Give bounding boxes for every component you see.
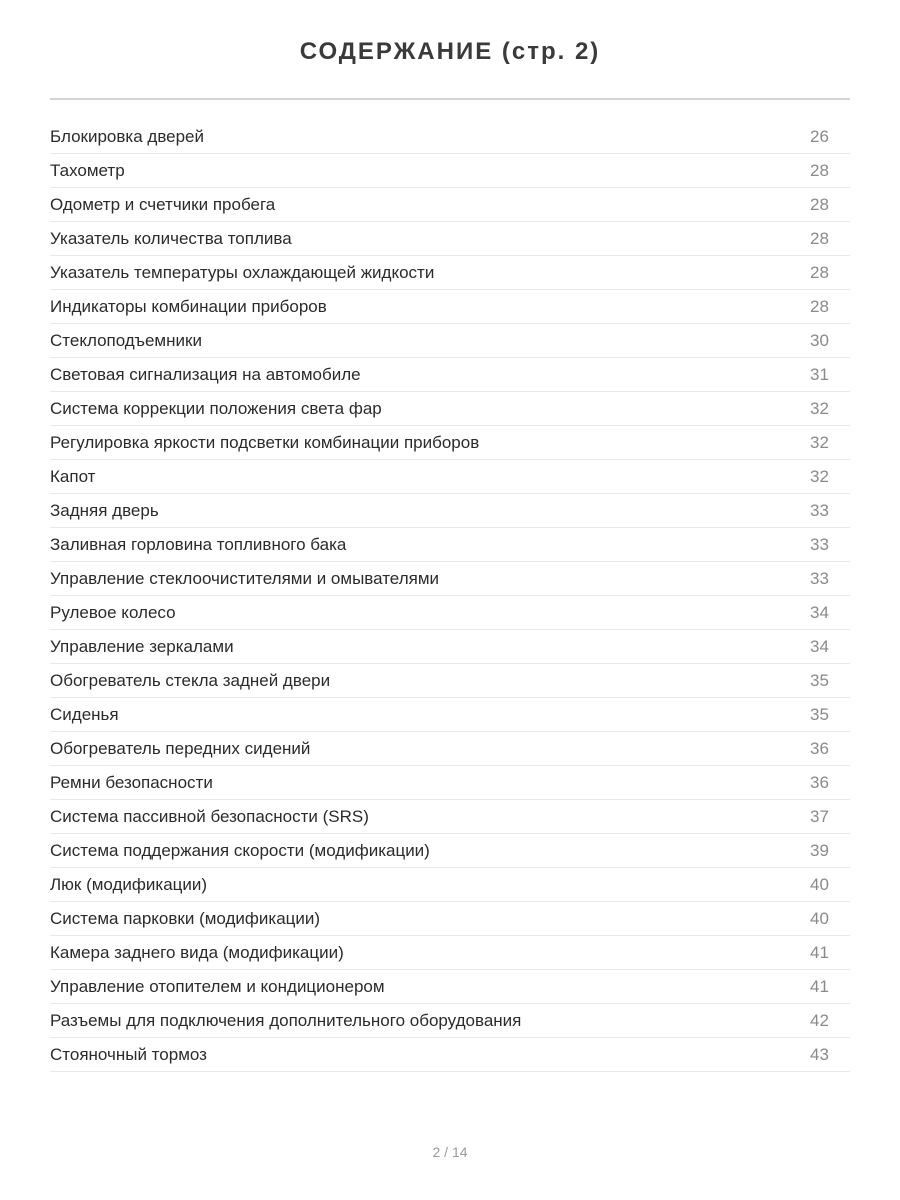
toc-entry-label: Задняя дверь <box>50 500 159 520</box>
title-divider <box>50 98 850 100</box>
toc-entry[interactable] <box>50 562 850 596</box>
toc-entry[interactable] <box>50 324 850 358</box>
toc-entry-label: Люк (модификации) <box>50 874 208 894</box>
toc-entry[interactable] <box>50 154 850 188</box>
toc-entry[interactable] <box>50 698 850 732</box>
toc-entry-label: Стояночный тормоз <box>50 1044 207 1064</box>
toc-entry-page-number: 28 <box>810 296 829 316</box>
toc-entry-label: Система поддержания скорости (модификации) <box>50 840 430 860</box>
toc-entry-page-number: 31 <box>810 364 829 384</box>
toc-entry[interactable] <box>50 188 850 222</box>
toc-entry[interactable] <box>50 120 850 154</box>
toc-entry[interactable] <box>50 970 850 1004</box>
toc-entry[interactable] <box>50 766 850 800</box>
toc-entry-page-number: 37 <box>810 806 829 826</box>
toc-entry-label: Капот <box>50 466 96 486</box>
toc-entry[interactable] <box>50 460 850 494</box>
toc-entry[interactable] <box>50 256 850 290</box>
toc-entry-label: Тахометр <box>50 160 125 180</box>
toc-entry[interactable] <box>50 630 850 664</box>
toc-entry[interactable] <box>50 834 850 868</box>
toc-entry-page-number: 39 <box>810 840 829 860</box>
toc-entry[interactable] <box>50 426 850 460</box>
toc-entry-label: Указатель количества топлива <box>50 228 292 248</box>
toc-entry-label: Разъемы для подключения дополнительного оборудования <box>50 1010 522 1030</box>
toc-entry-label: Управление зеркалами <box>50 636 234 656</box>
toc-entry-page-number: 35 <box>810 704 829 724</box>
toc-entry-label: Сиденья <box>50 704 119 724</box>
toc-entry[interactable] <box>50 732 850 766</box>
toc-entry[interactable] <box>50 222 850 256</box>
toc-entry[interactable] <box>50 392 850 426</box>
toc-entry-page-number: 42 <box>810 1010 829 1030</box>
toc-entry-page-number: 28 <box>810 160 829 180</box>
toc-entry-label: Обогреватель стекла задней двери <box>50 670 331 690</box>
toc-entry[interactable] <box>50 528 850 562</box>
toc-entry-label: Система пассивной безопасности (SRS) <box>50 806 369 826</box>
toc-entry-label: Стеклоподъемники <box>50 330 202 350</box>
toc-entry[interactable] <box>50 902 850 936</box>
page-indicator: 2 / 14 <box>432 1144 468 1160</box>
toc-entry[interactable] <box>50 664 850 698</box>
toc-entry-label: Указатель температуры охлаждающей жидкости <box>50 262 435 282</box>
toc-entry-label: Управление отопителем и кондиционером <box>50 976 385 996</box>
toc-entry-page-number: 40 <box>810 874 829 894</box>
toc-entry-label: Блокировка дверей <box>50 126 205 146</box>
toc-entry[interactable] <box>50 868 850 902</box>
toc-entry-page-number: 32 <box>810 432 829 452</box>
toc-entry[interactable] <box>50 936 850 970</box>
toc-entry-page-number: 41 <box>810 942 829 962</box>
toc-entry-page-number: 33 <box>810 534 829 554</box>
toc-entry-label: Камера заднего вида (модификации) <box>50 942 344 962</box>
toc-entry-label: Система парковки (модификации) <box>50 908 321 928</box>
toc-entry[interactable] <box>50 1038 850 1072</box>
toc-entry-label: Рулевое колесо <box>50 602 176 622</box>
toc-entry-page-number: 26 <box>810 126 829 146</box>
toc-entry-page-number: 28 <box>810 194 829 214</box>
toc-entry[interactable] <box>50 800 850 834</box>
toc-entry-page-number: 28 <box>810 262 829 282</box>
toc-entry[interactable] <box>50 494 850 528</box>
toc-entry-label: Заливная горловина топливного бака <box>50 534 347 554</box>
toc-entry-page-number: 41 <box>810 976 829 996</box>
toc-entry-page-number: 40 <box>810 908 829 928</box>
toc-entry-label: Одометр и счетчики пробега <box>50 194 276 214</box>
toc-entry-page-number: 28 <box>810 228 829 248</box>
toc-entry-label: Система коррекции положения света фар <box>50 398 382 418</box>
toc-entry-page-number: 34 <box>810 602 829 622</box>
toc-entry-label: Управление стеклоочистителями и омывателями <box>50 568 439 588</box>
toc-entry[interactable] <box>50 290 850 324</box>
toc-entry[interactable] <box>50 358 850 392</box>
toc-entry-page-number: 36 <box>810 738 829 758</box>
page-title: СОДЕРЖАНИЕ (стр. 2) <box>299 38 601 65</box>
toc-entry[interactable] <box>50 596 850 630</box>
toc-entry-page-number: 32 <box>810 466 829 486</box>
toc-entry-page-number: 33 <box>810 568 829 588</box>
toc-entry-page-number: 43 <box>810 1044 829 1064</box>
toc-entry-page-number: 33 <box>810 500 829 520</box>
toc-entry-page-number: 34 <box>810 636 829 656</box>
toc-entry-page-number: 32 <box>810 398 829 418</box>
toc-entry-label: Световая сигнализация на автомобиле <box>50 364 361 384</box>
table-of-contents <box>50 120 850 1072</box>
toc-entry-page-number: 36 <box>810 772 829 792</box>
toc-entry-label: Ремни безопасности <box>50 772 213 792</box>
toc-entry-label: Обогреватель передних сидений <box>50 738 311 758</box>
toc-entry-page-number: 30 <box>810 330 829 350</box>
toc-entry-label: Регулировка яркости подсветки комбинации приборов <box>50 432 480 452</box>
toc-entry-page-number: 35 <box>810 670 829 690</box>
toc-entry[interactable] <box>50 1004 850 1038</box>
toc-entry-label: Индикаторы комбинации приборов <box>50 296 327 316</box>
